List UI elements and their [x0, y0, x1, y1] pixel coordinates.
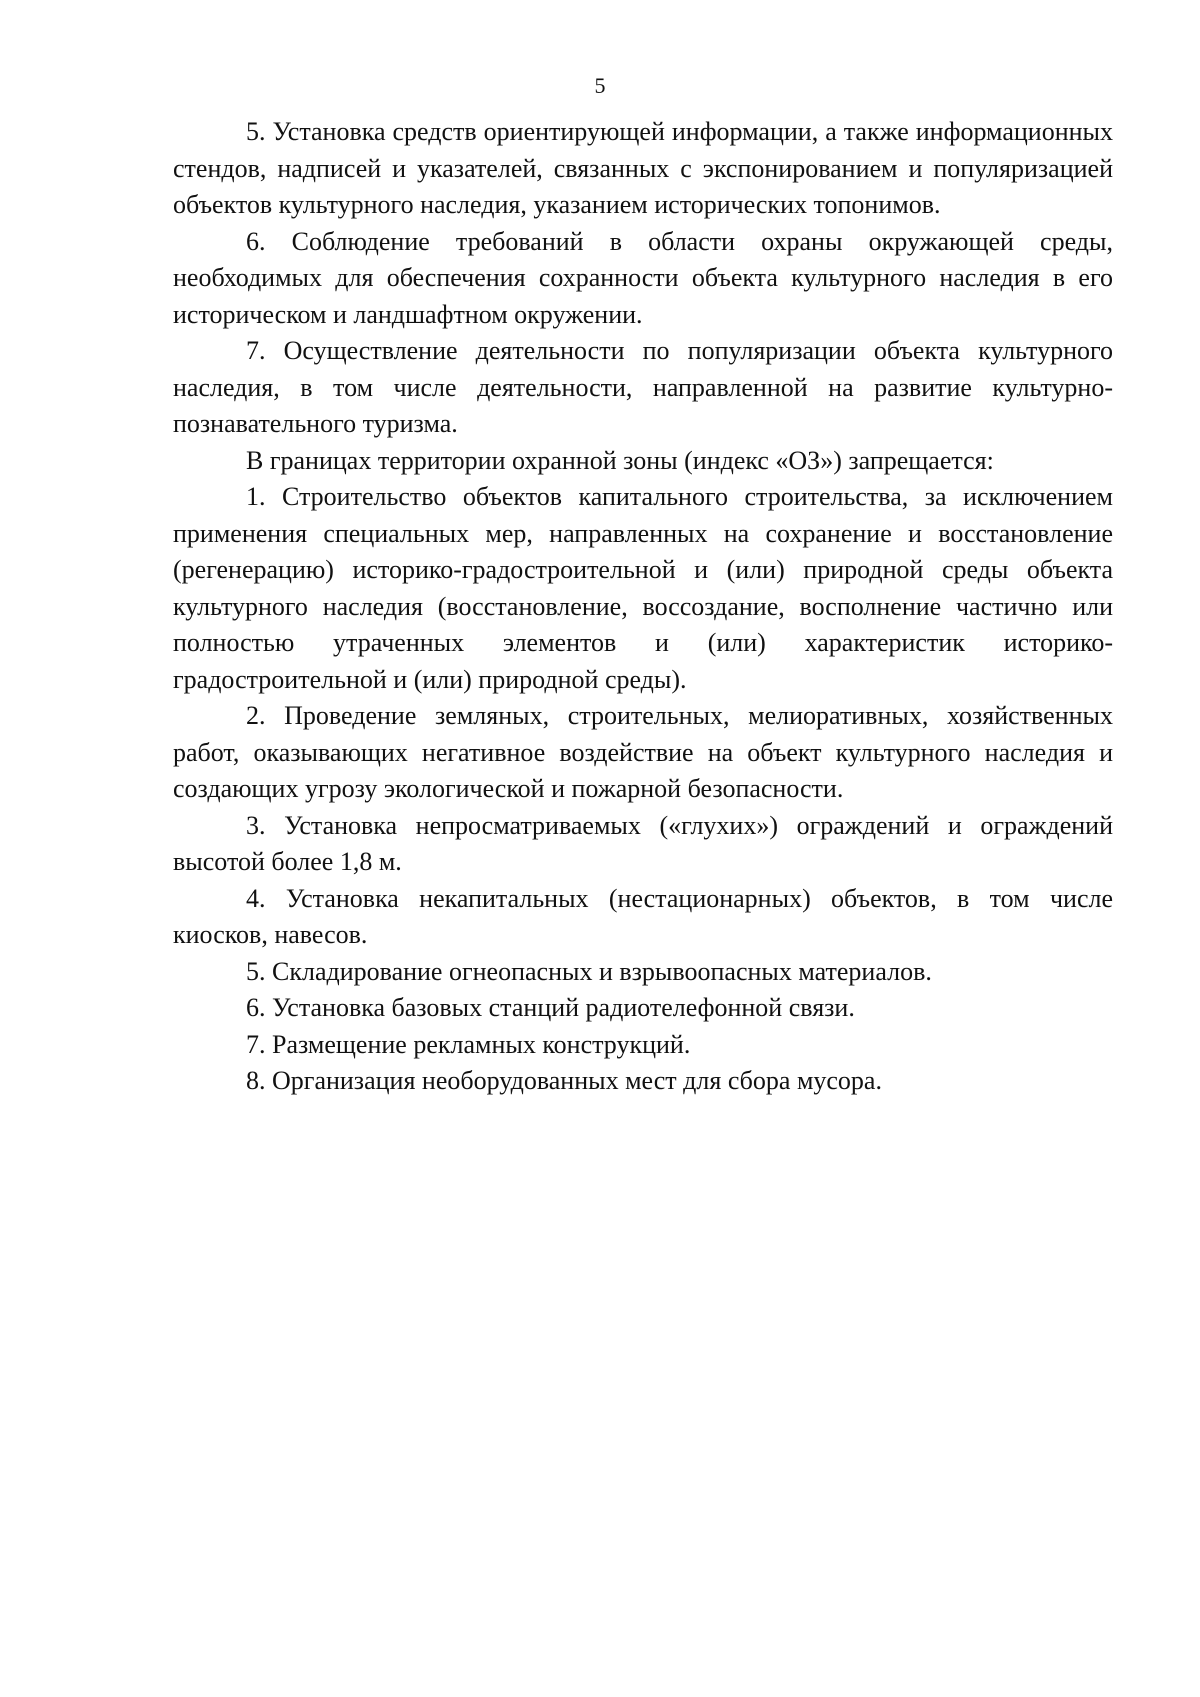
paragraph-prohibited-item-2: 2. Проведение земляных, строительных, мелиоративных, хозяйственных работ, оказывающих негативное воздействие на объект культурного наследия и создающих угрозу экологической и пожарной безопасности. — [173, 701, 1113, 803]
paragraph-permitted-item-6: 6. Соблюдение требований в области охраны окружающей среды, необходимых для обеспечения сохранности объекта культурного наследия в его историческом и ландшафтном окружении. — [173, 226, 1113, 329]
paragraph-prohibited-item-6: 6. Установка базовых станций радиотелефонной связи. — [246, 993, 855, 1022]
paragraph-prohibited-item-1: 1. Строительство объектов капитального строительства, за исключением применения специальных мер, направленных на сохранение и восстановление (регенерацию) историко-градостроительной и (или) природной среды объекта культурного наследия (восстановление, воссоздание, восполнение частично или полностью утраченных элементов и (или) характеристик историко-градостроительной и (или) природной среды). — [173, 482, 1113, 694]
page-number: 5 — [594, 73, 606, 98]
paragraph-permitted-item-7: 7. Осуществление деятельности по популяризации объекта культурного наследия, в том числе деятельности, направленной на развитие культурно-познавательного туризма. — [173, 336, 1113, 438]
paragraph-prohibited-intro: В границах территории охранной зоны (индекс «ОЗ») запрещается: — [246, 445, 994, 475]
paragraph-permitted-item-5: 5. Установка средств ориентирующей информации, а также информационных стендов, надписей и указателей, связанных с экспонированием и популяризацией объектов культурного наследия, указанием исторических топонимов. — [173, 117, 1113, 219]
paragraph-prohibited-item-4: 4. Установка некапитальных (нестационарных) объектов, в том числе киосков, навесов. — [173, 883, 1113, 949]
paragraph-prohibited-item-5: 5. Складирование огнеопасных и взрывоопасных материалов. — [246, 956, 932, 986]
paragraph-prohibited-item-3: 3. Установка непросматриваемых («глухих») ограждений и ограждений высотой более 1,8 м. — [173, 810, 1113, 876]
document-body — [173, 114, 1113, 1100]
paragraph-prohibited-item-7: 7. Размещение рекламных конструкций. — [246, 1029, 691, 1059]
paragraph-prohibited-item-8: 8. Организация необорудованных мест для сбора мусора. — [246, 1066, 882, 1095]
